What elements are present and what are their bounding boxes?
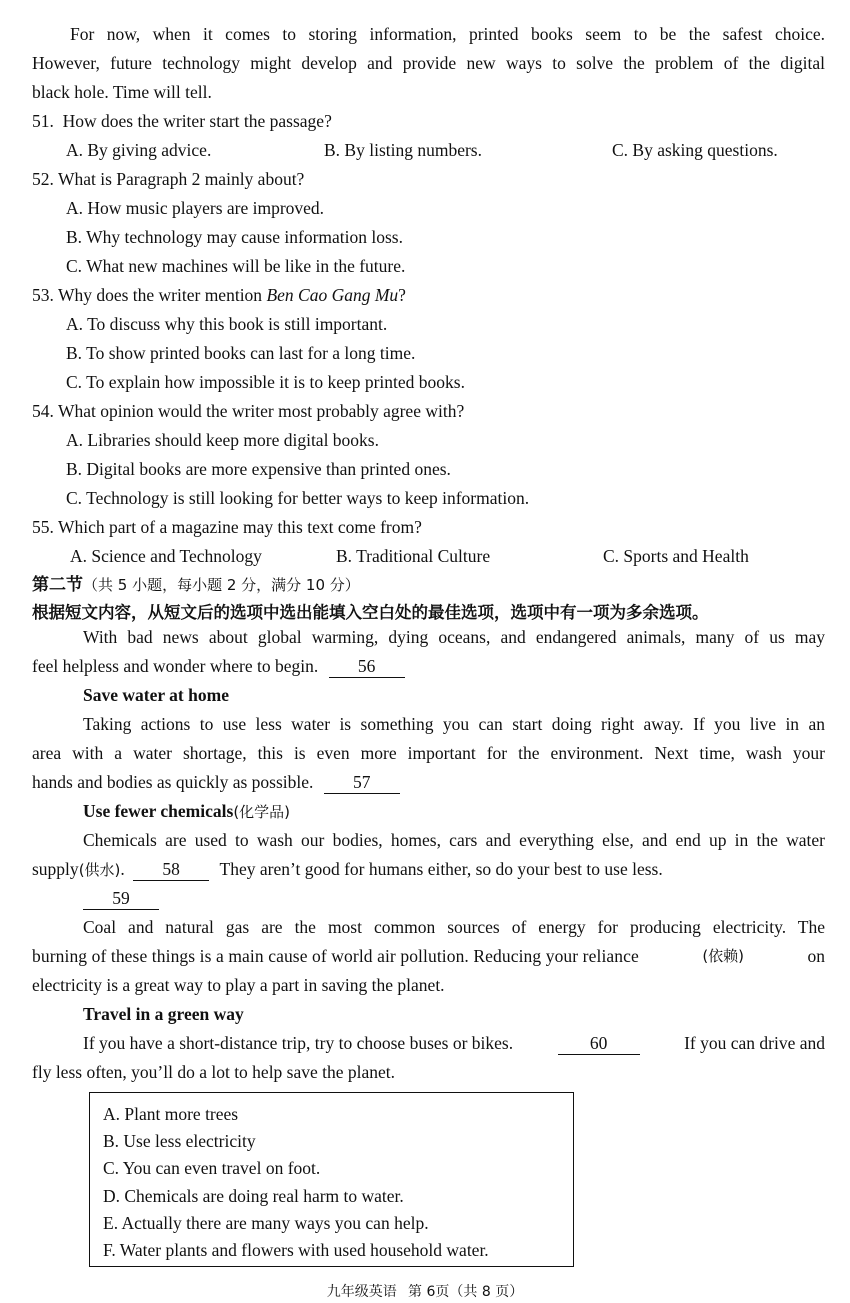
question-number: 51. (32, 111, 54, 131)
cloze-text: If you have a short-distance trip, try to choose buses or bikes. (83, 1033, 514, 1053)
option-a[interactable]: A. Science and Technology (70, 546, 262, 566)
cloze-text: They aren’t good for humans either, so do your best to use less. (219, 859, 663, 879)
option-c[interactable]: C. By asking questions. (612, 140, 778, 160)
cloze-line: Taking actions to use less water is something you can start doing right away. If you live in an (83, 714, 825, 734)
option-b[interactable]: B. Why technology may cause information loss. (66, 227, 403, 247)
footer-page-number: 第 6页（共 8 页） (408, 1284, 524, 1300)
blank-60[interactable]: 60 (558, 1032, 640, 1055)
option-c[interactable]: C. Sports and Health (603, 546, 749, 566)
option-b[interactable]: B. To show printed books can last for a long time. (66, 343, 416, 363)
question-51 (32, 107, 332, 136)
passage-line: For now, when it comes to storing information, printed books seem to be the safest choice. (70, 24, 825, 44)
heading-text: Use fewer chemicals (83, 801, 234, 821)
passage-line: black hole. Time will tell. (32, 82, 212, 102)
cloze-text: If you can drive and (684, 1033, 825, 1053)
cloze-text: on (807, 946, 825, 966)
option-a[interactable]: A. By giving advice. (66, 140, 212, 160)
question-52 (32, 165, 304, 194)
section-title-bold: 第二节 (32, 575, 83, 595)
question-number: 55. (32, 517, 54, 537)
cloze-intro-line (32, 652, 405, 681)
question-number: 52. (32, 169, 54, 189)
question-55 (32, 513, 422, 542)
blank-59[interactable]: 59 (83, 887, 159, 910)
question-53 (32, 281, 406, 310)
option-a[interactable]: A. How music players are improved. (66, 198, 325, 218)
question-text: How does the writer start the passage? (62, 111, 332, 131)
cloze-text: burning of these things is a main cause of world air pollution. Reducing your reliance (32, 946, 639, 966)
question-text: What opinion would the writer most probably agree with? (57, 401, 465, 421)
cloze-line (32, 942, 825, 971)
choice-b[interactable]: B. Use less electricity (103, 1131, 256, 1152)
question-54 (32, 397, 464, 426)
cloze-intro-line: With bad news about global warming, dying oceans, and endangered animals, many of us may (83, 627, 825, 647)
choice-c[interactable]: C. You can even travel on foot. (103, 1158, 321, 1179)
cloze-line: fly less often, you’ll do a lot to help save the planet. (32, 1062, 396, 1082)
cloze-text: . (120, 859, 125, 879)
book-title: Ben Cao Gang Mu (266, 285, 399, 305)
footer-grade: 九年级英语 (326, 1284, 397, 1300)
chinese-gloss: (依赖) (702, 947, 745, 965)
cloze-line (32, 768, 400, 797)
choice-d[interactable]: D. Chemicals are doing real harm to water. (103, 1185, 404, 1206)
option-a[interactable]: A. To discuss why this book is still important. (66, 314, 388, 334)
heading-green-travel: Travel in a green way (83, 1004, 244, 1024)
blank-57[interactable]: 57 (324, 771, 400, 794)
question-mark: ? (398, 285, 406, 305)
cloze-line (83, 884, 159, 913)
option-b[interactable]: B. Digital books are more expensive than printed ones. (66, 459, 451, 479)
passage-line: However, future technology might develop and provide new ways to solve the problem of the digital (32, 53, 825, 73)
choice-a[interactable]: A. Plant more trees (103, 1104, 239, 1124)
heading-save-water: Save water at home (83, 685, 229, 705)
cloze-line (32, 855, 663, 885)
option-c[interactable]: C. Technology is still looking for better ways to keep information. (66, 488, 530, 508)
question-number: 54. (32, 401, 54, 421)
blank-58[interactable]: 58 (133, 858, 209, 881)
choice-f[interactable]: F. Water plants and flowers with used household water. (103, 1240, 489, 1261)
blank-56[interactable]: 56 (329, 655, 405, 678)
option-c[interactable]: C. What new machines will be like in the future. (66, 256, 406, 276)
heading-fewer-chemicals (83, 797, 290, 827)
option-b[interactable]: B. By listing numbers. (324, 140, 482, 160)
section-title-detail: （共 5 小题，每小题 2 分，满分 10 分） (83, 576, 360, 594)
cloze-line: area with a water shortage, this is even more important for the environment. Next time, wash your (32, 743, 825, 763)
option-c[interactable]: C. To explain how impossible it is to keep printed books. (66, 372, 465, 392)
heading-chinese-gloss: (化学品) (233, 803, 291, 821)
cloze-text: feel helpless and wonder where to begin. (32, 656, 319, 676)
question-text: What is Paragraph 2 mainly about? (57, 169, 305, 189)
cloze-text: supply (32, 859, 79, 879)
choices-box (89, 1092, 574, 1267)
cloze-line: electricity is a great way to play a part in saving the planet. (32, 975, 445, 995)
choice-e[interactable]: E. Actually there are many ways you can help. (103, 1212, 429, 1233)
page-footer (0, 1282, 850, 1302)
cloze-line (83, 1029, 825, 1058)
chinese-gloss: (供水) (78, 861, 121, 879)
section-instruction: 根据短文内容，从短文后的选项中选出能填入空白处的最佳选项，选项中有一项为多余选项。 (32, 603, 709, 622)
cloze-line: Coal and natural gas are the most common sources of energy for producing electricity. The (83, 917, 825, 937)
question-number: 53. (32, 285, 54, 305)
option-b[interactable]: B. Traditional Culture (336, 546, 491, 566)
section-title (32, 570, 360, 600)
question-text: Why does the writer mention (57, 285, 267, 305)
cloze-text: hands and bodies as quickly as possible. (32, 772, 314, 792)
cloze-line: Chemicals are used to wash our bodies, homes, cars and everything else, and end up in the water (83, 830, 825, 850)
question-text: Which part of a magazine may this text come from? (57, 517, 422, 537)
option-a[interactable]: A. Libraries should keep more digital books. (66, 430, 379, 450)
